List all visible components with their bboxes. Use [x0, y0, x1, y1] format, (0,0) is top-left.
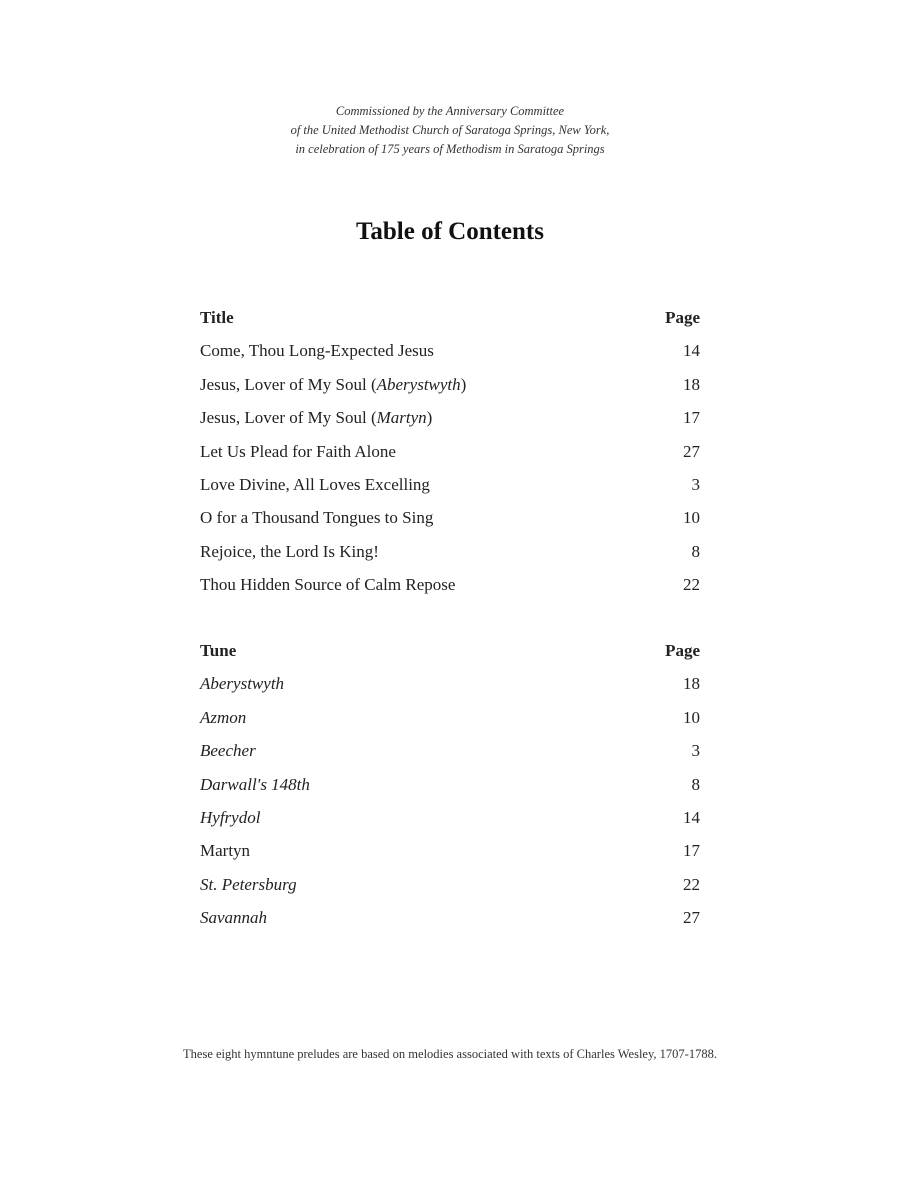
page-number: 8	[691, 541, 700, 561]
title-row	[200, 435, 700, 468]
title-text: Jesus, Lover of My Soul (Martyn)	[200, 408, 433, 428]
page-number: 10	[683, 508, 700, 528]
tune-column-header: Tune	[200, 641, 237, 660]
tunes-section	[200, 634, 700, 935]
tune-row	[200, 834, 700, 867]
page-column-header: Page	[665, 308, 700, 327]
page-number: 22	[683, 874, 700, 894]
title-text: Love Divine, All Loves Excelling	[200, 474, 430, 494]
title-row	[200, 568, 700, 601]
commission-line: Commissioned by the Anniversary Committee	[335, 104, 565, 118]
title-text: Thou Hidden Source of Calm Repose	[200, 575, 456, 595]
tune-row	[200, 901, 700, 934]
commission-line: of the United Methodist Church of Saratoga Springs, New York,	[290, 123, 610, 137]
page-number: 18	[683, 374, 700, 394]
page-title: Table of Contents	[356, 218, 544, 245]
page-number: 3	[691, 741, 700, 761]
page-number: 17	[683, 408, 700, 428]
title-column-header: Title	[200, 308, 234, 327]
tune-row	[200, 734, 700, 767]
title-text: Let Us Plead for Faith Alone	[200, 441, 396, 461]
tune-name: Hyfrydol	[200, 807, 261, 827]
title-row	[200, 501, 700, 534]
page-number: 10	[683, 707, 700, 727]
page-number: 17	[683, 841, 700, 861]
commission-line: in celebration of 175 years of Methodism in Saratoga Springs	[295, 142, 605, 156]
page-number: 27	[683, 908, 700, 928]
tune-name: Savannah	[200, 908, 268, 928]
title-row	[200, 401, 700, 434]
tune-name: Aberystwyth	[200, 674, 285, 694]
title-text: Come, Thou Long-Expected Jesus	[200, 341, 434, 361]
tune-name: Azmon	[200, 707, 247, 727]
tune-name: Beecher	[200, 741, 256, 761]
title-row	[200, 468, 700, 501]
tune-name: St. Petersburg	[200, 874, 297, 894]
page-number: 14	[683, 341, 700, 361]
title-row	[200, 334, 700, 367]
title-text: Rejoice, the Lord Is King!	[200, 541, 379, 561]
page-number: 27	[683, 441, 700, 461]
page-column-header: Page	[665, 641, 700, 660]
titles-header	[200, 301, 700, 334]
titles-section	[200, 301, 700, 602]
title-text: O for a Thousand Tongues to Sing	[200, 508, 434, 528]
title-row	[200, 535, 700, 568]
page-number: 14	[683, 807, 700, 827]
tune-row	[200, 701, 700, 734]
tune-name: Martyn	[200, 841, 251, 861]
tune-row	[200, 868, 700, 901]
title-text: Jesus, Lover of My Soul (Aberystwyth)	[200, 374, 467, 394]
footer-note: These eight hymntune preludes are based on melodies associated with texts of Charles Wesley, 1707-1788.	[183, 1047, 717, 1061]
tune-row	[200, 768, 700, 801]
commission-note	[0, 102, 900, 159]
tunes-header	[200, 634, 700, 667]
page-number: 8	[691, 774, 700, 794]
page-number: 22	[683, 575, 700, 595]
tune-row	[200, 667, 700, 700]
title-row	[200, 368, 700, 401]
tune-name: Darwall's 148th	[200, 774, 310, 794]
page-number: 18	[683, 674, 700, 694]
page-number: 3	[691, 474, 700, 494]
tune-row	[200, 801, 700, 834]
